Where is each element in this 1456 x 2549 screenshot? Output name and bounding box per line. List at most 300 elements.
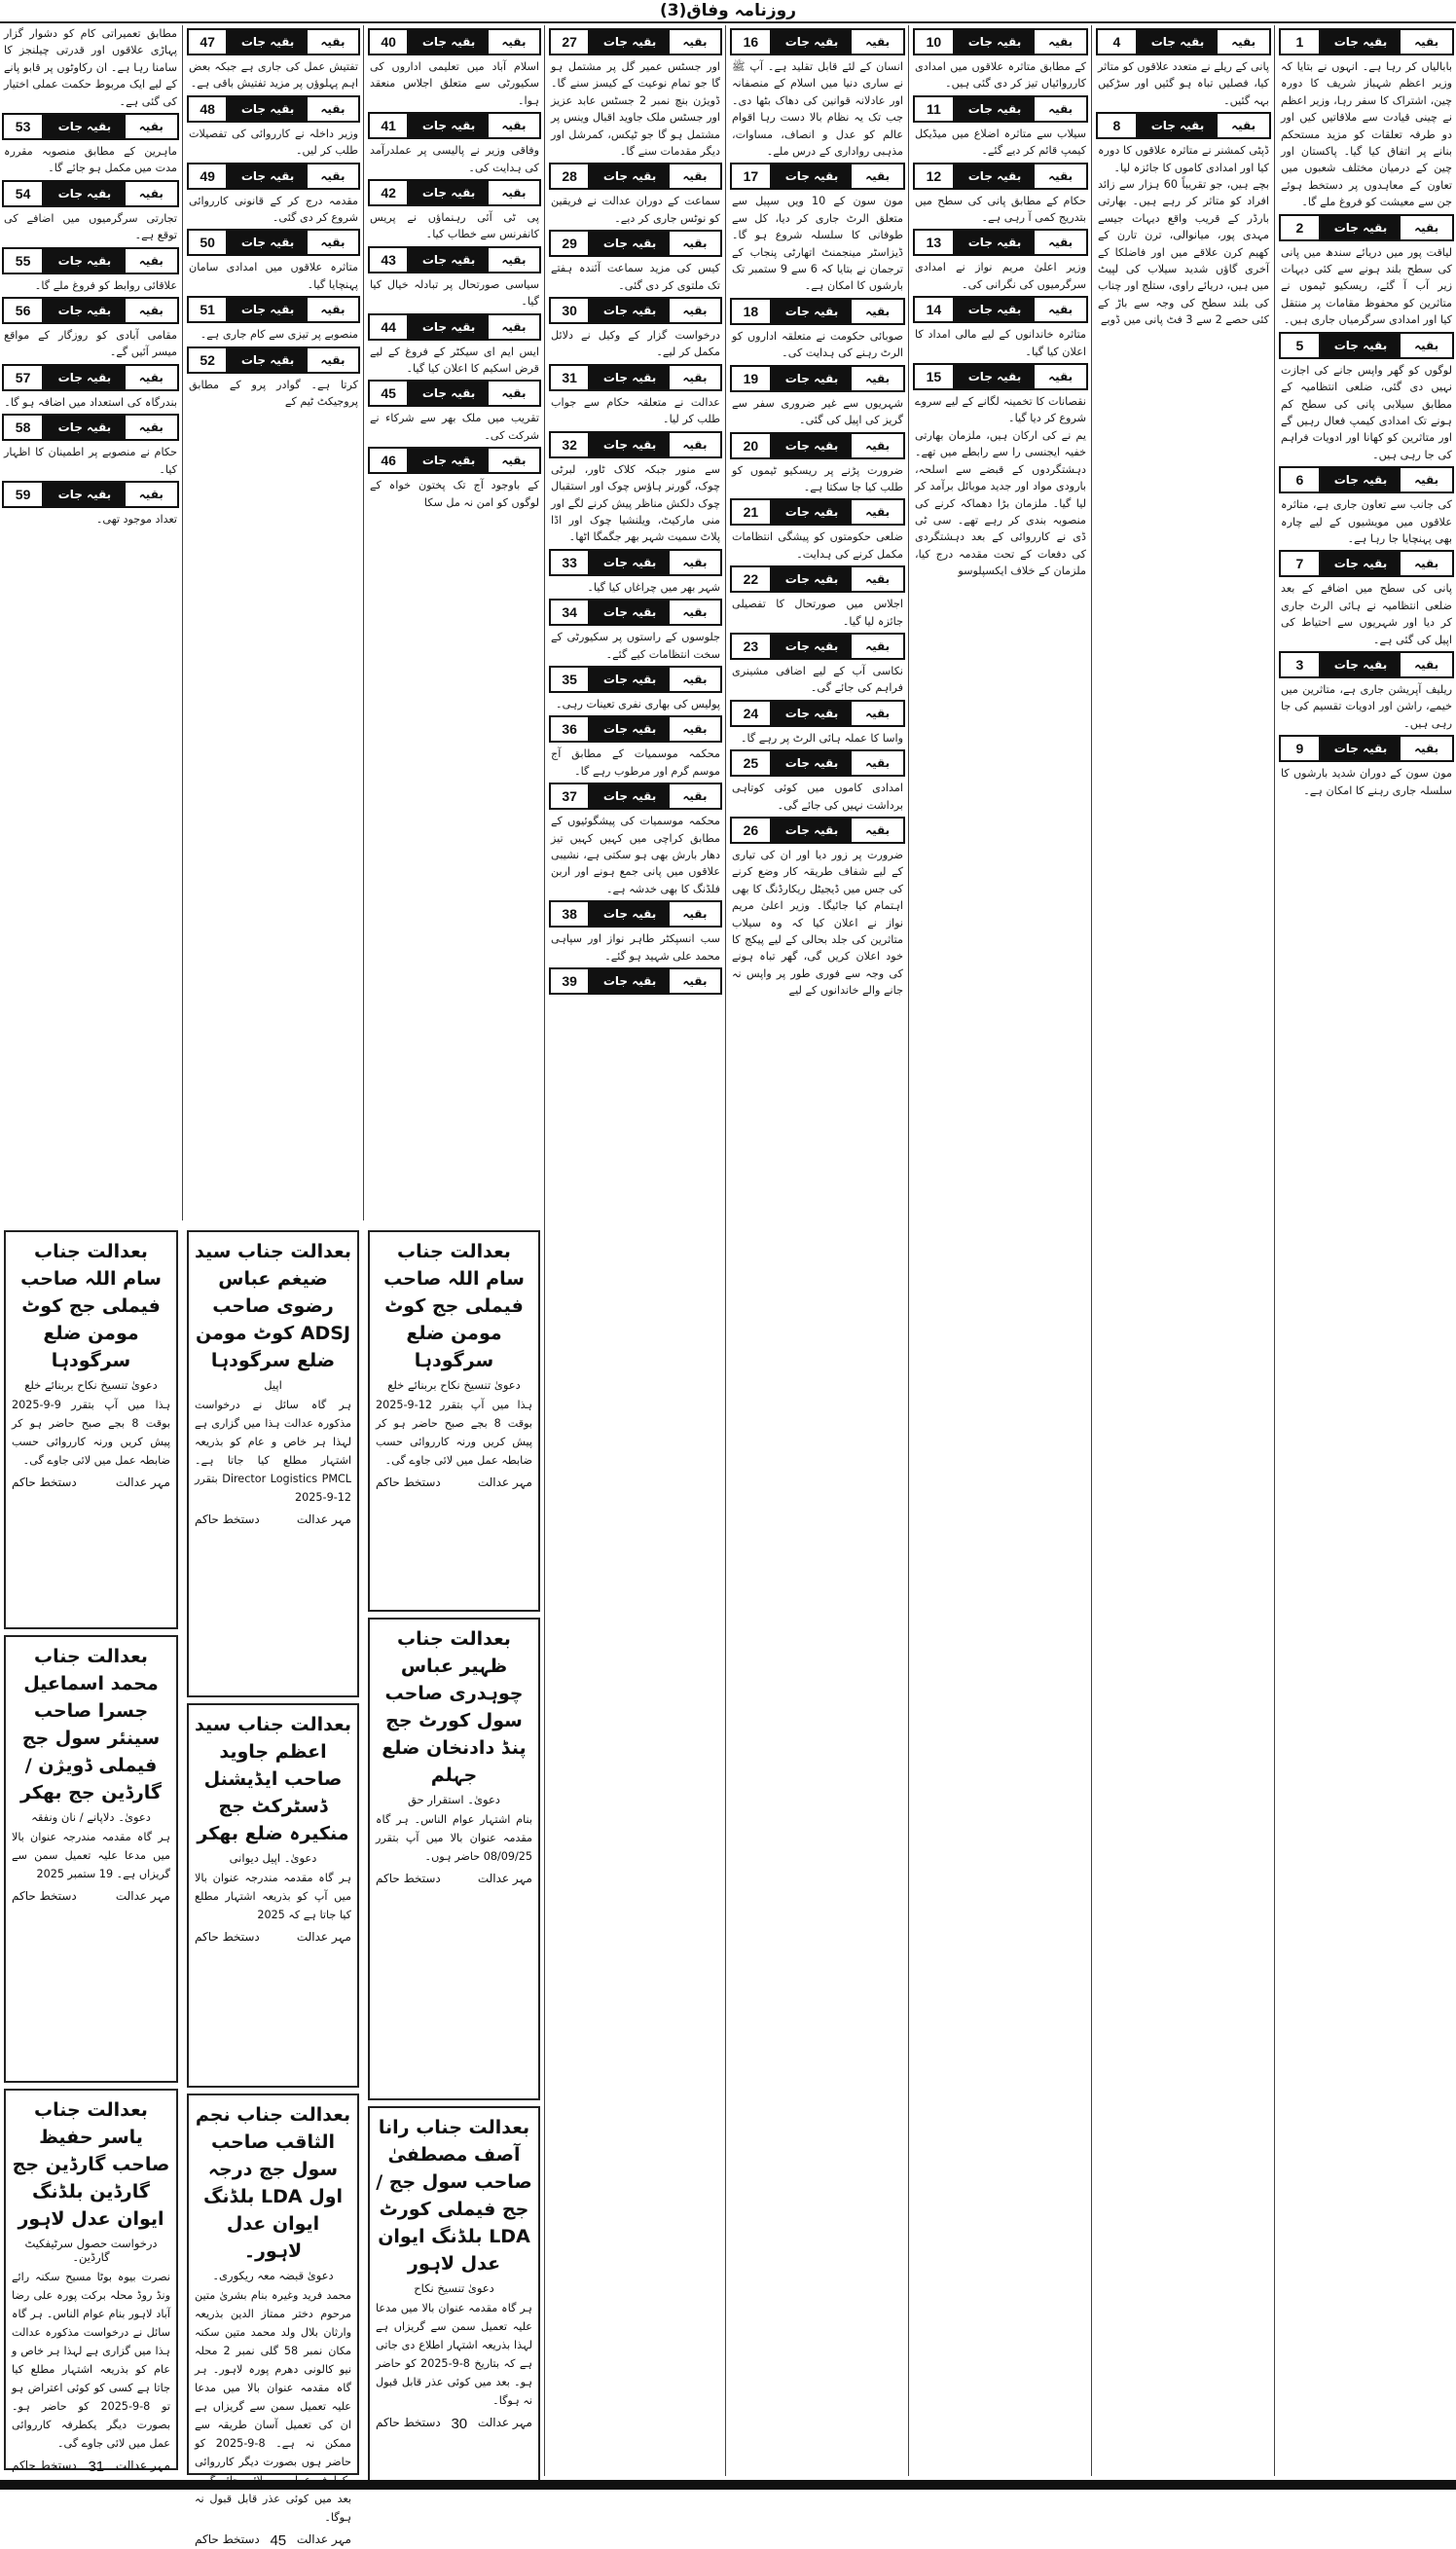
continuation-title: بقیہ جات — [44, 182, 125, 205]
continuation-number: 18 — [732, 300, 772, 323]
continuation-header — [549, 666, 722, 693]
continuation-header — [549, 549, 722, 576]
news-text: مطابق تعمیراتی کام کو دشوار گزار پہاڑی علاقوں اور قدرتی چیلنجز کا سامنا رہا ہے۔ ان رکاوٹوں پر قابو پانے کے لیے ایک مربوط حکمت عملی اختیار کی گئی ہے۔ — [4, 27, 177, 108]
continuation-title: بقیہ جات — [590, 784, 670, 808]
news-text: حکام کے مطابق پانی کی سطح میں بتدریج کمی آ رہی ہے۔ — [915, 194, 1086, 225]
continuation-title: بقیہ جات — [772, 635, 852, 658]
continuation-title: بقیہ جات — [44, 115, 125, 138]
news-text: کی جانب سے تعاون جاری ہے، متاثرہ علاقوں میں مویشیوں کے لیے چارہ بھی پہنچایا جا رہا ہے۔ — [1281, 498, 1452, 545]
continuation-header — [2, 180, 179, 207]
news-text: درخواست گزار کے وکیل نے دلائل مکمل کر لیے۔ — [551, 329, 720, 359]
continuation-number: 40 — [370, 30, 409, 54]
column-divider — [544, 25, 545, 2476]
continuation-header — [2, 113, 179, 140]
continuation-title: بقیہ جات — [409, 449, 489, 472]
continuation-label: بقیہ — [489, 181, 539, 204]
notice-subtitle: دعویٰ تنسیخ نکاح بربنائے خلع — [387, 1378, 521, 1392]
continuation-title: بقیہ جات — [1321, 737, 1401, 760]
continuation-title: بقیہ جات — [228, 298, 308, 321]
page-header — [0, 0, 1456, 23]
notice-title: بعدالت جناب رانا آصف مصطفیٰ صاحب سول جج / جج فیملی کورٹ LDA بلڈنگ ایوان عدل لاہور — [376, 2117, 532, 2275]
news-text: کے مطابق متاثرہ علاقوں میں امدادی کارروائیاں تیز کر دی گئی ہیں۔ — [915, 60, 1086, 91]
notice-footer — [195, 1930, 351, 1944]
continuation-number: 30 — [551, 299, 590, 322]
news-text: انسان کے لئے قابل تقلید ہے۔ آپ ﷺ نے ساری دنیا میں اسلام کے منصفانہ اور عادلانہ قوانین کی دھاک بٹھا دی۔ جب تک یہ نظام بالا دست رہا اقوام عالم کو عدل و انصاف، مساوات، مذہبی رواداری کے درس ملے۔ — [732, 60, 903, 159]
notice-body: ہر گاہ سائل نے درخواست مذکورہ عدالت ہذا میں گزاری ہے لہذا ہر خاص و عام کو بذریعہ اشتہار مطلع کیا جاتا ہے۔ Director Logistics PMCL بتقرر 12-9-2025 — [195, 1399, 352, 1504]
news-text: شہریوں سے غیر ضروری سفر سے گریز کی اپیل کی گئی۔ — [732, 396, 903, 427]
notice-body: محمد فرید وغیرہ بنام بشریٰ متین مرحوم دختر ممتاز الدین بذریعہ وارثان بلال ولد محمد متین سکنہ مکان نمبر 58 گلی نمبر 2 محلہ نیو کالونی دھرم پورہ لاہور۔ ہر گاہ مقدمہ عنوان بالا میں مدعا علیہ تعمیل سمن سے گریزاں ہے ان کی تعمیل آسان طریقہ سے ممکن نہ ہے۔ 8-9-2025 کو حاضر ہوں بصورت دیگر کارروائی بعد میں کوئی عذر قابل قبول نہ ہوگا۔ — [195, 2289, 352, 2524]
continuation-number: 2 — [1281, 216, 1321, 239]
court-notice — [4, 2089, 178, 2475]
notice-subtitle: دعویٰ قبضہ معہ ریکوری۔ — [212, 2269, 334, 2282]
continuation-header — [187, 229, 360, 256]
news-text: علاقائی روابط کو فروغ ملے گا۔ — [34, 278, 177, 292]
continuation-title: بقیہ جات — [772, 300, 852, 323]
continuation-number: 50 — [189, 231, 228, 254]
news-text: سیاسی صورتحال پر تبادلہ خیال کیا گیا۔ — [370, 277, 539, 309]
notice-number: 30 — [451, 2416, 468, 2432]
continuation-number: 56 — [4, 299, 44, 322]
continuation-number: 52 — [189, 348, 228, 372]
judge-signature-label: دستخط حاکم — [376, 1872, 441, 1885]
continuation-title: بقیہ جات — [228, 348, 308, 372]
continuation-header — [187, 346, 360, 374]
continuation-label: بقیہ — [670, 433, 720, 456]
continuation-header — [730, 365, 905, 392]
continuation-title: بقیہ جات — [590, 551, 670, 574]
continuation-number: 11 — [915, 97, 955, 121]
continuation-number: 15 — [915, 365, 955, 388]
continuation-title: بقیہ جات — [772, 367, 852, 390]
continuation-label: بقیہ — [670, 232, 720, 255]
notice-body: ہذا میں آپ بتقرر 9-9-2025 بوقت 8 بجے صبح حاضر ہو کر پیش کریں ورنہ کارروائی حسب ضابطہ عمل میں لائی جاوے گی۔ — [12, 1399, 170, 1467]
continuation-number: 12 — [915, 164, 955, 188]
continuation-header — [2, 247, 179, 274]
continuation-number: 23 — [732, 635, 772, 658]
continuation-header — [913, 296, 1088, 323]
continuation-number: 1 — [1281, 30, 1321, 54]
notice-subtitle: دعویٰ تنسیخ نکاح بربنائے خلع — [24, 1378, 158, 1392]
notice-footer — [195, 1512, 351, 1526]
continuation-label: بقیہ — [670, 299, 720, 322]
continuation-label: بقیہ — [1035, 231, 1086, 254]
continuation-header — [368, 112, 541, 139]
continuation-title: بقیہ جات — [590, 232, 670, 255]
news-text: یم نے کی ارکان ہیں، ملزمان بھارتی خفیہ ایجنسی را سے رابطے میں تھے۔ دہشتگردوں کے قبضے سے اسلحہ، بارودی مواد اور جدید موبائل برآمد کر لیا گیا۔ ملزمان بڑا دھماکہ کرنے کی منصوبہ بندی کر رہے تھے۔ سی ٹی ڈی نے کارروائی کے بعد دہشتگردی کی دفعات کے تحت مقدمہ درج کیا، ملزمان کے خلاف ایکسپلوسو — [915, 428, 1086, 578]
continuation-header — [913, 28, 1088, 55]
continuation-title: بقیہ جات — [772, 702, 852, 725]
continuation-title: بقیہ جات — [590, 717, 670, 741]
continuation-title: بقیہ جات — [590, 299, 670, 322]
news-text: وزیر داخلہ نے کارروائی کی تفصیلات طلب کر لیں۔ — [189, 127, 358, 158]
judge-signature-label: دستخط حاکم — [12, 1889, 77, 1903]
continuation-label: بقیہ — [670, 969, 720, 993]
news-text: پولیس کی بھاری نفری تعینات رہی۔ — [556, 697, 720, 710]
continuation-number: 26 — [732, 819, 772, 842]
news-text: سماعت کے دوران عدالت نے فریقین کو نوٹس جاری کر دیے۔ — [551, 195, 720, 225]
notice-subtitle: دعویٰ تنسیخ نکاح — [414, 2281, 494, 2295]
news-text: صوبائی حکومت نے متعلقہ اداروں کو الرٹ رہنے کی ہدایت کی۔ — [732, 329, 903, 360]
continuation-label: بقیہ — [126, 366, 177, 389]
court-seal-label: مہر عدالت — [477, 1872, 532, 1885]
continuation-title: بقیہ جات — [955, 231, 1035, 254]
news-text: پانی کی سطح میں اضافے کے بعد ضلعی انتظامیہ نے ہائی الرٹ جاری کر دیا اور شہریوں سے احتیاط کی اپیل کی گئی ہے۔ — [1281, 582, 1452, 646]
continuation-number: 49 — [189, 164, 228, 188]
continuation-number: 33 — [551, 551, 590, 574]
news-text: لوگوں کو گھر واپس جانے کی اجازت نہیں دی گئی، ضلعی انتظامیہ کے مطابق سیلابی پانی کی سطح کم ہونے تک امدادی کیمپ فعال رہیں گے اور متاثرین کو کھانا اور ادویات فراہم کی جا رہی ہیں۔ — [1281, 363, 1452, 461]
notice-title: بعدالت جناب سید ضیغم عباس رضوی صاحب ADSJ کوٹ مومن ضلع سرگودہا — [195, 1241, 351, 1371]
court-notice — [368, 1618, 540, 2100]
news-text: لیاقت پور میں دریائے سندھ میں پانی کی سطح بلند ہونے سے کئی دیہات زیر آب آ گئے، ریسکیو ٹیموں نے متاثرین کو محفوظ مقامات پر منتقل کیا اور امدادی سرگرمیاں جاری ہیں۔ — [1281, 245, 1452, 327]
continuation-number: 25 — [732, 751, 772, 775]
continuation-label: بقیہ — [1401, 216, 1452, 239]
continuation-title: بقیہ جات — [228, 164, 308, 188]
news-text: تجارتی سرگرمیوں میں اضافے کی توقع ہے۔ — [4, 211, 177, 242]
notice-footer — [376, 1872, 532, 1885]
continuation-label: بقیہ — [489, 449, 539, 472]
continuation-number: 41 — [370, 114, 409, 137]
news-text: تفتیش عمل کی جاری ہے جبکہ بعض اہم پہلوؤں پر مزید تفتیش باقی ہے۔ — [189, 60, 358, 91]
continuation-title: بقیہ جات — [409, 382, 489, 405]
continuation-header — [549, 364, 722, 391]
continuation-number: 37 — [551, 784, 590, 808]
news-text: ضرورت پڑنے پر ریسکیو ٹیموں کو طلب کیا جا سکتا ہے۔ — [732, 463, 903, 493]
news-text: بندرگاہ کی استعداد میں اضافہ ہو گا۔ — [4, 395, 177, 409]
continuation-number: 59 — [4, 483, 44, 506]
continuation-number: 10 — [915, 30, 955, 54]
continuation-label: بقیہ — [670, 902, 720, 926]
news-text: پی ٹی آئی رہنماؤں نے پریس کانفرنس سے خطاب کیا۔ — [370, 211, 539, 241]
continuation-label: بقیہ — [489, 114, 539, 137]
continuation-header — [368, 28, 541, 55]
masthead: روزنامہ وفاق(3) — [660, 1, 796, 20]
continuation-number: 5 — [1281, 334, 1321, 357]
judge-signature-label: دستخط حاکم — [195, 2532, 260, 2546]
continuation-title: بقیہ جات — [955, 298, 1035, 321]
continuation-title: بقیہ جات — [1321, 216, 1401, 239]
news-text: مون سون کے 10 ویں سپیل سے متعلق الرٹ جاری کر دیا، کل سے طوفانی کا سلسلہ شروع ہو گا۔ ڈیزاسٹر مینجمنٹ اتھارٹی پنجاب کے ترجمان نے بتایا کہ 6 سے 9 ستمبر تک بارشوں کا امکان ہے۔ — [732, 195, 903, 293]
court-notice — [4, 1230, 178, 1629]
notice-title: بعدالت جناب یاسر حفیظ صاحب گارڈین جج گارڈین بلڈنگ ایوان عدل لاہور — [12, 2099, 170, 2230]
continuation-header — [549, 297, 722, 324]
notice-body: نصرت بیوہ بوٹا مسیح سکنہ رائے ونڈ روڈ محلہ برکت پورہ علی رضا آباد لاہور بنام عوام الناس۔ ہر گاہ سائل نے درخواست مذکورہ عدالت ہذا میں گزاری ہے لہذا ہر خاص و عام کو بذریعہ اشتہار مطلع کیا جاتا ہے کسی کو کوئی اعتراض ہو تو 8-9-2025 کو حاضر ہو۔ بصورت دیگر یکطرفہ کارروائی عمل میں لائی جاوے گی۔ — [12, 2271, 170, 2450]
continuation-header — [549, 163, 722, 190]
news-column-3 — [911, 25, 1090, 2476]
continuation-label: بقیہ — [489, 382, 539, 405]
notice-body: ہر گاہ مقدمہ مندرجہ عنوان بالا میں آپ کو بذریعہ اشتہار مطلع کیا جاتا ہے کہ 2025 — [195, 1872, 351, 1921]
continuation-label: بقیہ — [308, 348, 358, 372]
judge-signature-label: دستخط حاکم — [195, 1512, 260, 1526]
continuation-number: 45 — [370, 382, 409, 405]
news-text: واسا کا عملہ ہائی الرٹ پر رہے گا۔ — [740, 731, 903, 745]
continuation-header — [913, 229, 1088, 256]
continuation-label: بقیہ — [1218, 114, 1269, 137]
continuation-label: بقیہ — [1401, 653, 1452, 676]
continuation-number: 6 — [1281, 468, 1321, 492]
continuation-title: بقیہ جات — [590, 601, 670, 624]
continuation-header — [2, 481, 179, 508]
continuation-header — [549, 599, 722, 626]
continuation-label: بقیہ — [126, 182, 177, 205]
court-notice — [368, 2106, 540, 2488]
continuation-label: بقیہ — [126, 483, 177, 506]
continuation-title: بقیہ جات — [1321, 468, 1401, 492]
column-divider — [725, 25, 726, 2476]
continuation-label: بقیہ — [852, 30, 903, 54]
court-seal-label: مہر عدالت — [296, 1512, 351, 1526]
news-text: حکام نے منصوبے پر اطمینان کا اظہار کیا۔ — [4, 446, 177, 476]
court-notice — [187, 1703, 359, 2088]
continuation-number: 22 — [732, 567, 772, 591]
continuation-label: بقیہ — [852, 300, 903, 323]
continuation-header — [1279, 214, 1454, 241]
news-text: مون سون کے دوران شدید بارشوں کا سلسلہ جاری رہنے کا امکان ہے۔ — [1281, 767, 1452, 797]
continuation-label: بقیہ — [489, 248, 539, 272]
continuation-title: بقیہ جات — [44, 299, 125, 322]
judge-signature-label: دستخط حاکم — [195, 1930, 260, 1944]
continuation-label: بقیہ — [126, 249, 177, 273]
news-text: محکمہ موسمیات کی پیشگوئیوں کے مطابق کراچی میں کہیں کہیں تیز دھار بارش بھی ہو سکتی ہے، نشیبی علاقوں میں پانی جمع ہونے اور اربن فلڈنگ کا بھی خدشہ ہے۔ — [551, 815, 720, 895]
continuation-title: بقیہ جات — [590, 668, 670, 691]
continuation-header — [730, 163, 905, 190]
continuation-label: بقیہ — [670, 601, 720, 624]
court-seal-label: مہر عدالت — [115, 2458, 170, 2472]
court-notice — [187, 2094, 359, 2549]
continuation-label: بقیہ — [670, 717, 720, 741]
news-column-2 — [1094, 25, 1273, 2476]
continuation-header — [730, 498, 905, 526]
continuation-label: بقیہ — [852, 567, 903, 591]
continuation-title: بقیہ جات — [772, 500, 852, 524]
continuation-header — [913, 363, 1088, 390]
continuation-title: بقیہ جات — [1321, 552, 1401, 575]
continuation-header — [730, 817, 905, 844]
continuation-label: بقیہ — [308, 298, 358, 321]
continuation-header — [2, 364, 179, 391]
news-text: ضرورت پر زور دیا اور ان کی تیاری کے لیے شفاف طریقہ کار وضع کرنے کی جس میں ڈیجیٹل ریکارڈنگ کا بھی اہتمام کیا جائیگا۔ وزیر اعلیٰ مریم نواز نے اعلان کیا کہ وہ سیلاب متاثرین کی جلد بحالی کے لیے پیکج کا خود اعلان کریں گی، گھر تباہ ہونے کی وجہ سے فوری طور پر واپس نہ جانے والے خاندانوں کے لیے — [732, 848, 903, 998]
continuation-title: بقیہ جات — [590, 969, 670, 993]
news-text: ریلیف آپریشن جاری ہے، متاثرین میں خیمے، راشن اور ادویات تقسیم کی جا رہی ہیں۔ — [1281, 682, 1452, 730]
continuation-label: بقیہ — [670, 30, 720, 54]
continuation-label: بقیہ — [1035, 30, 1086, 54]
continuation-number: 34 — [551, 601, 590, 624]
notice-number: 31 — [88, 2458, 105, 2475]
news-column-8 — [0, 25, 181, 1220]
notice-footer — [12, 1475, 170, 1489]
continuation-header — [368, 246, 541, 273]
continuation-number: 51 — [189, 298, 228, 321]
continuation-title: بقیہ جات — [1321, 30, 1401, 54]
continuation-header — [730, 565, 905, 593]
news-text: وفاقی وزیر نے پالیسی پر عملدرآمد کی ہدایت کی۔ — [370, 144, 539, 174]
continuation-label: بقیہ — [670, 366, 720, 389]
continuation-number: 55 — [4, 249, 44, 273]
column-divider — [1274, 25, 1275, 2476]
continuation-header — [730, 700, 905, 727]
continuation-header — [549, 431, 722, 458]
court-seal-label: مہر عدالت — [115, 1475, 170, 1489]
notice-footer — [12, 1889, 170, 1903]
column-divider — [363, 25, 364, 1220]
continuation-number: 29 — [551, 232, 590, 255]
court-seal-label: مہر عدالت — [296, 1930, 351, 1944]
notice-body: ہذا میں آپ بتقرر 12-9-2025 بوقت 8 بجے صبح حاضر ہو کر پیش کریں ورنہ کارروائی حسب ضابطہ عمل میں لائی جاوے گی۔ — [376, 1399, 532, 1467]
continuation-title: بقیہ جات — [1138, 30, 1218, 54]
continuation-label: بقیہ — [852, 164, 903, 188]
continuation-label: بقیہ — [852, 635, 903, 658]
continuation-header — [549, 967, 722, 995]
news-text: پانی کے ریلے نے متعدد علاقوں کو متاثر کیا، فصلیں تباہ ہو گئیں اور سڑکیں بہہ گئیں۔ — [1098, 60, 1269, 107]
continuation-title: بقیہ جات — [590, 366, 670, 389]
notice-title: بعدالت جناب سید اعظم جاوید صاحب ایڈیشنل ڈسٹرکٹ جج منکیرہ ضلع بھکر — [195, 1714, 351, 1844]
continuation-header — [730, 432, 905, 459]
continuation-label: بقیہ — [1035, 365, 1086, 388]
news-text: نقصانات کا تخمینہ لگانے کے لیے سروے شروع کر دیا گیا۔ — [915, 395, 1086, 425]
continuation-title: بقیہ جات — [228, 30, 308, 54]
continuation-header — [1279, 651, 1454, 678]
continuation-title: بقیہ جات — [1321, 653, 1401, 676]
court-seal-label: مہر عدالت — [115, 1889, 170, 1903]
continuation-title: بقیہ جات — [409, 30, 489, 54]
news-text: بابالیاں کر رہا ہے۔ انہوں نے بتایا کہ وزیر اعظم شہباز شریف کا دورہ چین، اشتراک کا سفر رہا، وزیر اعظم نے چینی قیادت سے ملاقاتیں کیں اور دو طرفہ تعلقات کو مزید مستحکم بنانے پر اتفاق کیا گیا۔ پاکستان اور چین کے درمیان مختلف شعبوں میں تعاون کے معاہدوں پر دستخط ہوئے جن سے معیشت کو فروغ ملے گا۔ — [1281, 60, 1452, 209]
notice-title: بعدالت جناب محمد اسماعیل جسرا صاحب سینئر سول جج فیملی ڈویژن / گارڈین جج بھکر — [20, 1646, 162, 1803]
continuation-label: بقیہ — [1401, 468, 1452, 492]
continuation-number: 3 — [1281, 653, 1321, 676]
continuation-header — [368, 179, 541, 206]
continuation-label: بقیہ — [489, 315, 539, 339]
continuation-title: بقیہ جات — [409, 181, 489, 204]
continuation-number: 19 — [732, 367, 772, 390]
news-text: اور جسٹس عمیر گل پر مشتمل ہو گا جو تمام نوعیت کے کیسز سنے گا۔ ڈویژن بنچ نمبر 2 جسٹس عابد عزیز اور جسٹس ملک جاوید اقبال وینس پر مشتمل ہو گا جو ٹیکس، کمرشل اور دیگر مقدمات سنے گا۔ — [551, 60, 720, 159]
notice-body: ہر گاہ مقدمہ مندرجہ عنوان بالا میں مدعا علیہ تعمیل سمن سے گریزاں ہے۔ 19 ستمبر 2025 — [12, 1831, 170, 1880]
continuation-label: بقیہ — [1401, 737, 1452, 760]
continuation-number: 53 — [4, 115, 44, 138]
notices-column-2 — [183, 1224, 363, 2549]
continuation-header — [1096, 28, 1271, 55]
continuation-number: 14 — [915, 298, 955, 321]
continuation-header — [730, 633, 905, 660]
column-divider — [182, 25, 183, 1220]
continuation-title: بقیہ جات — [228, 231, 308, 254]
continuation-header — [549, 715, 722, 743]
continuation-header — [187, 95, 360, 123]
notice-subtitle: دعویٰ۔ اپیل دیوانی — [229, 1851, 317, 1865]
continuation-header — [730, 298, 905, 325]
continuation-title: بقیہ جات — [590, 902, 670, 926]
notice-subtitle: اپیل — [264, 1378, 282, 1392]
continuation-title: بقیہ جات — [955, 365, 1035, 388]
continuation-number: 39 — [551, 969, 590, 993]
news-text: نکاسی آب کے لیے اضافی مشینری فراہم کی جائے گی۔ — [732, 664, 903, 695]
continuation-label: بقیہ — [852, 500, 903, 524]
continuation-label: بقیہ — [1401, 334, 1452, 357]
continuation-header — [187, 296, 360, 323]
column-divider — [1091, 25, 1092, 2476]
continuation-title: بقیہ جات — [44, 249, 125, 273]
continuation-title: بقیہ جات — [1321, 334, 1401, 357]
news-text: سب انسپکٹر طاہر نواز اور سپاہی محمد علی شہید ہو گئے۔ — [551, 932, 720, 963]
continuation-number: 32 — [551, 433, 590, 456]
news-column-6 — [366, 25, 543, 1220]
notice-title: بعدالت جناب سام اللہ صاحب فیملی جج کوٹ مومن ضلع سرگودہا — [20, 1241, 162, 1371]
continuation-label: بقیہ — [670, 668, 720, 691]
continuation-header — [1279, 550, 1454, 577]
judge-signature-label: دستخط حاکم — [12, 2458, 77, 2472]
judge-signature-label: دستخط حاکم — [376, 2416, 441, 2429]
continuation-number: 16 — [732, 30, 772, 54]
continuation-label: بقیہ — [670, 551, 720, 574]
continuation-label: بقیہ — [852, 434, 903, 457]
continuation-label: بقیہ — [670, 784, 720, 808]
notice-subtitle: درخواست حصول سرٹیفکیٹ گارڈین۔ — [24, 2237, 158, 2264]
news-text: اجلاس میں صورتحال کا تفصیلی جائزہ لیا گیا۔ — [732, 598, 903, 628]
continuation-title: بقیہ جات — [590, 433, 670, 456]
continuation-title: بقیہ جات — [44, 483, 125, 506]
news-text: کے باوجود آج تک پختون خواہ کے لوگوں کو امن نہ مل سکا — [370, 479, 539, 509]
continuation-number: 48 — [189, 97, 228, 121]
judge-signature-label: دستخط حاکم — [12, 1475, 77, 1489]
continuation-number: 44 — [370, 315, 409, 339]
continuation-title: بقیہ جات — [955, 164, 1035, 188]
continuation-number: 28 — [551, 164, 590, 188]
news-text: محکمہ موسمیات کے مطابق آج موسم گرم اور مرطوب رہے گا۔ — [551, 747, 720, 778]
continuation-title: بقیہ جات — [955, 97, 1035, 121]
continuation-header — [549, 783, 722, 810]
continuation-title: بقیہ جات — [772, 751, 852, 775]
continuation-number: 13 — [915, 231, 955, 254]
continuation-label: بقیہ — [852, 751, 903, 775]
continuation-label: بقیہ — [670, 164, 720, 188]
court-notice — [368, 1230, 540, 1612]
continuation-label: بقیہ — [126, 299, 177, 322]
continuation-title: بقیہ جات — [772, 819, 852, 842]
continuation-number: 17 — [732, 164, 772, 188]
continuation-number: 21 — [732, 500, 772, 524]
continuation-number: 27 — [551, 30, 590, 54]
news-text: مقامی آبادی کو روزگار کے مواقع میسر آئیں گے۔ — [4, 329, 177, 359]
continuation-header — [187, 163, 360, 190]
continuation-number: 38 — [551, 902, 590, 926]
continuation-number: 47 — [189, 30, 228, 54]
continuation-header — [368, 380, 541, 407]
continuation-number: 57 — [4, 366, 44, 389]
notice-body: بنام اشتہار عوام الناس۔ ہر گاہ مقدمہ عنوان بالا میں آپ بتقرر 08/09/25 حاضر ہوں۔ — [376, 1813, 532, 1863]
continuation-label: بقیہ — [852, 367, 903, 390]
continuation-label: بقیہ — [489, 30, 539, 54]
news-text: منصوبے پر تیزی سے کام جاری ہے۔ — [200, 328, 358, 342]
continuation-title: بقیہ جات — [44, 366, 125, 389]
continuation-header — [368, 313, 541, 341]
continuation-title: بقیہ جات — [955, 30, 1035, 54]
notice-title: بعدالت جناب سام اللہ صاحب فیملی جج کوٹ مومن ضلع سرگودہا — [383, 1241, 525, 1371]
news-text: ضلعی حکومتوں کو پیشگی انتظامات مکمل کرنے کی ہدایت۔ — [732, 530, 903, 561]
court-notice — [4, 1635, 178, 2083]
news-text: شہر بھر میں چراغاں کیا گیا۔ — [587, 580, 720, 594]
continuation-number: 8 — [1098, 114, 1138, 137]
column-divider — [908, 25, 909, 2476]
continuation-title: بقیہ جات — [772, 30, 852, 54]
continuation-number: 31 — [551, 366, 590, 389]
continuation-number: 46 — [370, 449, 409, 472]
continuation-header — [187, 28, 360, 55]
continuation-title: بقیہ جات — [228, 97, 308, 121]
news-column-7 — [185, 25, 362, 1220]
notice-footer — [12, 2458, 170, 2475]
continuation-number: 4 — [1098, 30, 1138, 54]
continuation-title: بقیہ جات — [1138, 114, 1218, 137]
news-text: وزیر اعلیٰ مریم نواز نے امدادی سرگرمیوں کی نگرانی کی۔ — [915, 261, 1086, 291]
court-notice — [187, 1230, 359, 1697]
